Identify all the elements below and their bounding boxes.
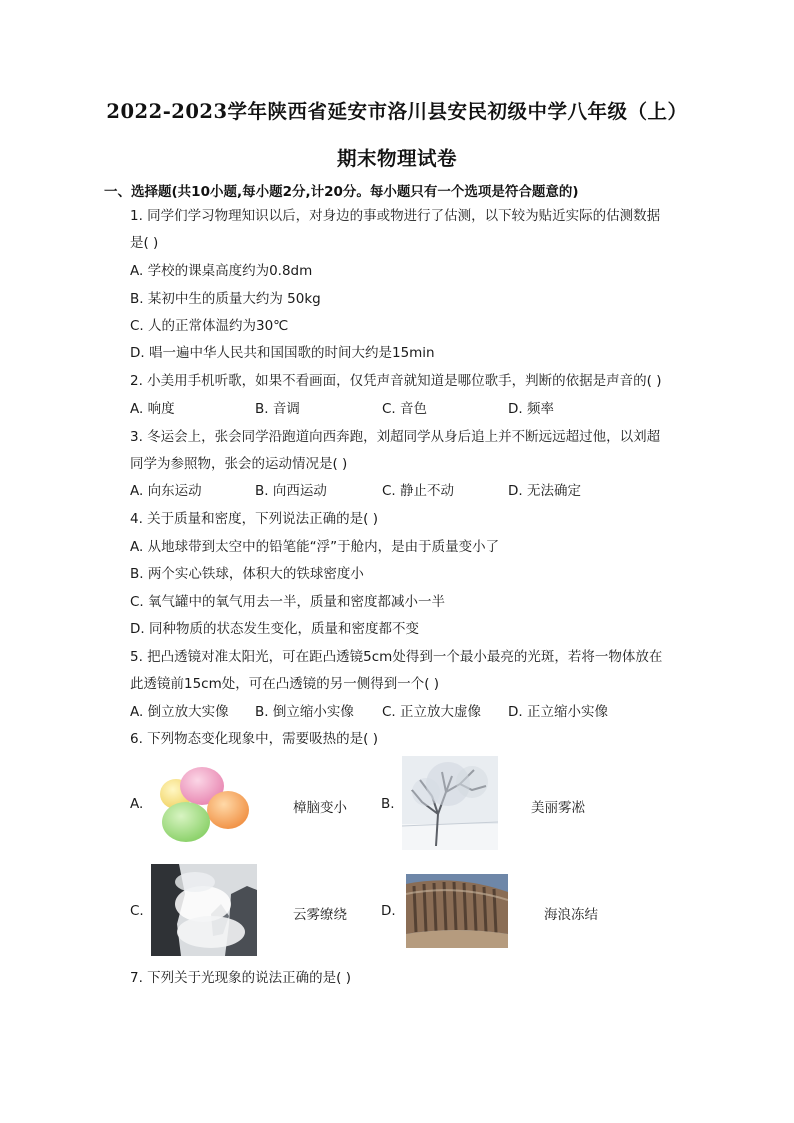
q2-option-b: B. 音调: [255, 401, 300, 417]
q5-options: [0, 703, 794, 721]
q4-option-b: B. 两个实心铁球，体积大的铁球密度小: [130, 566, 364, 582]
q5-option-a: A. 倒立放大实像: [130, 704, 229, 720]
q1-option-c: C. 人的正常体温约为30℃: [130, 318, 289, 334]
q2-option-c: C. 音色: [382, 401, 428, 417]
q1-stem-line1: 1. 同学们学习物理知识以后，对身边的事或物进行了估测，以下较为贴近实际的估测数据: [130, 208, 661, 224]
exam-title-line1: 2022-2023学年陕西省延安市洛川县安民初级中学八年级（上）: [106, 100, 688, 123]
q3-stem-line1: 3. 冬运会上，张会同学沿跑道向西奔跑，刘超同学从身后追上并不断远远超过他，以刘超: [130, 429, 661, 445]
q1-option-a: A. 学校的课桌高度约为0.8dm: [130, 263, 313, 279]
q2-option-a: A. 响度: [130, 401, 175, 417]
camphor-balls-image: [156, 764, 252, 844]
q3-option-d: D. 无法确定: [508, 483, 581, 499]
q1-option-d: D. 唱一遍中华人民共和国国歌的时间大约是15min: [130, 345, 435, 361]
q5-stem-line2: 此透镜前15cm处，可在凸透镜的另一侧得到一个( ): [130, 676, 440, 692]
q6-option-b-caption: 美丽雾凇: [531, 800, 585, 816]
exam-title-line2: 期末物理试卷: [336, 147, 457, 170]
rime-tree-image: [402, 756, 498, 850]
q2-options: [0, 400, 794, 418]
q4-option-c: C. 氧气罐中的氧气用去一半，质量和密度都减小一半: [130, 594, 446, 610]
q5-option-d: D. 正立缩小实像: [508, 704, 608, 720]
q5-option-b: B. 倒立缩小实像: [255, 704, 354, 720]
wave-rock-image: [406, 874, 508, 948]
q2-stem: 2. 小美用手机听歌，如果不看画面，仅凭声音就知道是哪位歌手，判断的依据是声音的( ): [130, 373, 662, 389]
q3-option-a: A. 向东运动: [130, 483, 202, 499]
q6-option-c-letter: C.: [130, 903, 144, 919]
q2-option-d: D. 频率: [508, 401, 554, 417]
q6-option-a-caption: 樟脑变小: [293, 800, 347, 816]
q3-stem-line2: 同学为参照物，张会的运动情况是( ): [130, 456, 348, 472]
q6-option-d-letter: D.: [381, 903, 396, 919]
q3-options: [0, 482, 794, 500]
q6-option-a-letter: A.: [130, 796, 144, 812]
q1-stem-line2: 是( ): [130, 235, 159, 251]
q6-option-c-caption: 云雾缭绕: [293, 907, 347, 923]
q3-option-c: C. 静止不动: [382, 483, 455, 499]
q5-option-c: C. 正立放大虚像: [382, 704, 482, 720]
q6-option-b-letter: B.: [381, 796, 395, 812]
q6-option-d-caption: 海浪冻结: [544, 907, 598, 923]
q3-option-b: B. 向西运动: [255, 483, 327, 499]
q4-stem: 4. 关于质量和密度，下列说法正确的是( ): [130, 511, 378, 527]
q5-stem-line1: 5. 把凸透镜对准太阳光，可在距凸透镜5cm处得到一个最小最亮的光斑，若将一物体放在: [130, 649, 663, 665]
q1-option-b: B. 某初中生的质量大约为 50kg: [130, 291, 321, 307]
cloud-mist-image: [151, 864, 257, 956]
q4-option-a: A. 从地球带到太空中的铅笔能“浮”于舱内，是由于质量变小了: [130, 539, 500, 555]
q6-stem: 6. 下列物态变化现象中，需要吸热的是( ): [130, 731, 378, 747]
section-heading: 一、选择题(共10小题,每小题2分,计20分。每小题只有一个选项是符合题意的): [104, 184, 579, 200]
q7-stem: 7. 下列关于光现象的说法正确的是( ): [130, 970, 351, 986]
q4-option-d: D. 同种物质的状态发生变化，质量和密度都不变: [130, 621, 419, 637]
